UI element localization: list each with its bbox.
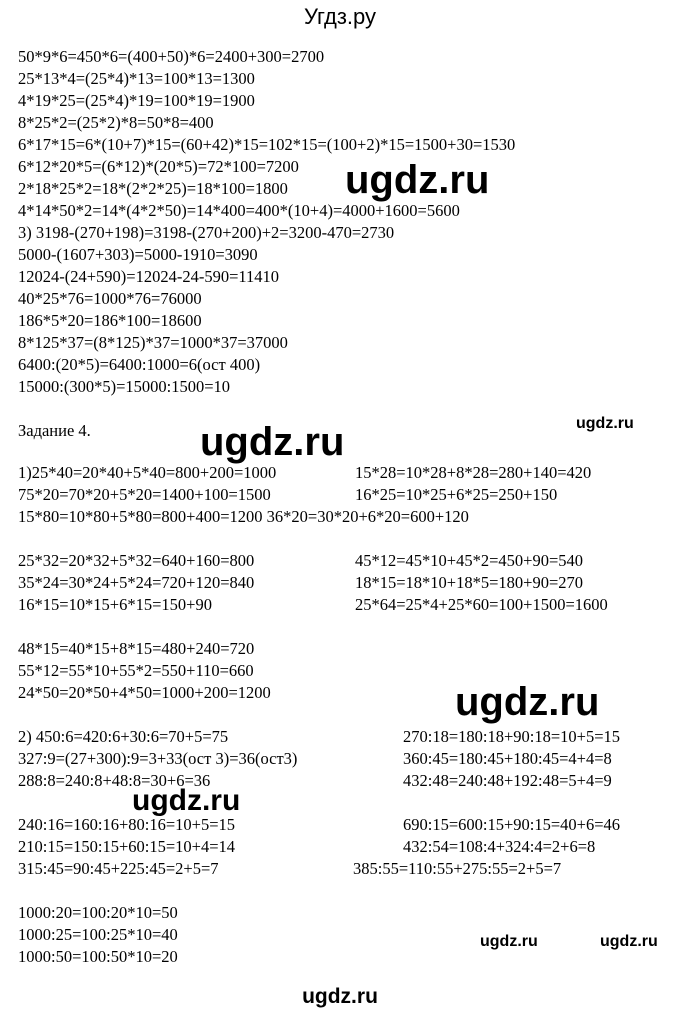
expression-line: 18*15=18*10+18*5=180+90=270 [355, 573, 584, 592]
expression-line: 16*15=10*15+6*15=150+90 [18, 595, 212, 614]
expression-line: 6400:(20*5)=6400:1000=6(ост 400) [18, 355, 261, 374]
expression-line: 288:8=240:8+48:8=30+6=36 [18, 771, 211, 790]
expression-line: 15*28=10*28+8*28=280+140=420 [355, 463, 592, 482]
expression-line: 15000:(300*5)=15000:1500=10 [18, 377, 231, 396]
expression-line: 48*15=40*15+8*15=480+240=720 [18, 639, 255, 658]
expression-line: 15*80=10*80+5*80=800+400=1200 36*20=30*20+6*20=600+120 [18, 507, 469, 526]
expression-line: 432:48=240:48+192:48=5+4=9 [403, 771, 612, 790]
watermark: ugdz.ru [600, 933, 658, 950]
expression-line: 24*50=20*50+4*50=1000+200=1200 [18, 683, 271, 702]
expression-line: 25*32=20*32+5*32=640+160=800 [18, 551, 255, 570]
page-header: Угдз.ру [303, 4, 377, 29]
expression-line: 1000:50=100:50*10=20 [18, 947, 178, 966]
expression-line: 240:16=160:16+80:16=10+5=15 [18, 815, 236, 834]
expression-line: 75*20=70*20+5*20=1400+100=1500 [18, 485, 271, 504]
expression-line: 12024-(24+590)=12024-24-590=11410 [18, 267, 280, 286]
expression-line: 690:15=600:15+90:15=40+6=46 [403, 815, 621, 834]
expression-line: 1000:20=100:20*10=50 [18, 903, 178, 922]
expression-line: 315:45=90:45+225:45=2+5=7 [18, 859, 219, 878]
expression-line: 432:54=108:4+324:4=2+6=8 [403, 837, 596, 856]
expression-line: 2) 450:6=420:6+30:6=70+5=75 [18, 727, 229, 746]
expression-line: 40*25*76=1000*76=76000 [18, 289, 202, 308]
expression-line: 16*25=10*25+6*25=250+150 [355, 485, 558, 504]
page-footer: ugdz.ru [302, 985, 378, 1008]
expression-line: 35*24=30*24+5*24=720+120=840 [18, 573, 255, 592]
expression-line: 5000-(1607+303)=5000-1910=3090 [18, 245, 258, 264]
watermark: ugdz.ru [576, 415, 634, 432]
expression-line: 55*12=55*10+55*2=550+110=660 [18, 661, 254, 680]
watermark: ugdz.ru [132, 784, 241, 817]
expression-line: 25*64=25*4+25*60=100+1500=1600 [355, 595, 608, 614]
watermark: ugdz.ru [345, 158, 490, 202]
expression-line: 6*12*20*5=(6*12)*(20*5)=72*100=7200 [18, 157, 299, 176]
watermark: ugdz.ru [200, 420, 345, 464]
expression-line: 327:9=(27+300):9=3+33(ост 3)=36(ост3) [18, 749, 298, 768]
expression-line: 1000:25=100:25*10=40 [18, 925, 178, 944]
expression-line: 186*5*20=186*100=18600 [18, 311, 202, 330]
expression-line: 4*14*50*2=14*(4*2*50)=14*400=400*(10+4)=4000+1600=5600 [18, 201, 460, 220]
expression-line: 25*13*4=(25*4)*13=100*13=1300 [18, 69, 255, 88]
expression-line: 2*18*25*2=18*(2*2*25)=18*100=1800 [18, 179, 288, 198]
watermark: ugdz.ru [455, 680, 600, 724]
expression-line: 385:55=110:55+275:55=2+5=7 [353, 859, 562, 878]
expression-line: 6*17*15=6*(10+7)*15=(60+42)*15=102*15=(100+2)*15=1500+30=1530 [18, 135, 516, 154]
expression-line: 8*125*37=(8*125)*37=1000*37=37000 [18, 333, 288, 352]
expression-line: 50*9*6=450*6=(400+50)*6=2400+300=2700 [18, 47, 325, 66]
watermark: ugdz.ru [480, 933, 538, 950]
expression-line: 3) 3198-(270+198)=3198-(270+200)+2=3200-470=2730 [18, 223, 395, 242]
expression-line: 8*25*2=(25*2)*8=50*8=400 [18, 113, 214, 132]
expression-line: 270:18=180:18+90:18=10+5=15 [403, 727, 621, 746]
expression-line: 360:45=180:45+180:45=4+4=8 [403, 749, 612, 768]
expression-line: 4*19*25=(25*4)*19=100*19=1900 [18, 91, 255, 110]
expression-line: 1)25*40=20*40+5*40=800+200=1000 [18, 463, 277, 482]
expression-line: 45*12=45*10+45*2=450+90=540 [355, 551, 584, 570]
task-title: Задание 4. [18, 421, 91, 440]
expression-line: 210:15=150:15+60:15=10+4=14 [18, 837, 236, 856]
